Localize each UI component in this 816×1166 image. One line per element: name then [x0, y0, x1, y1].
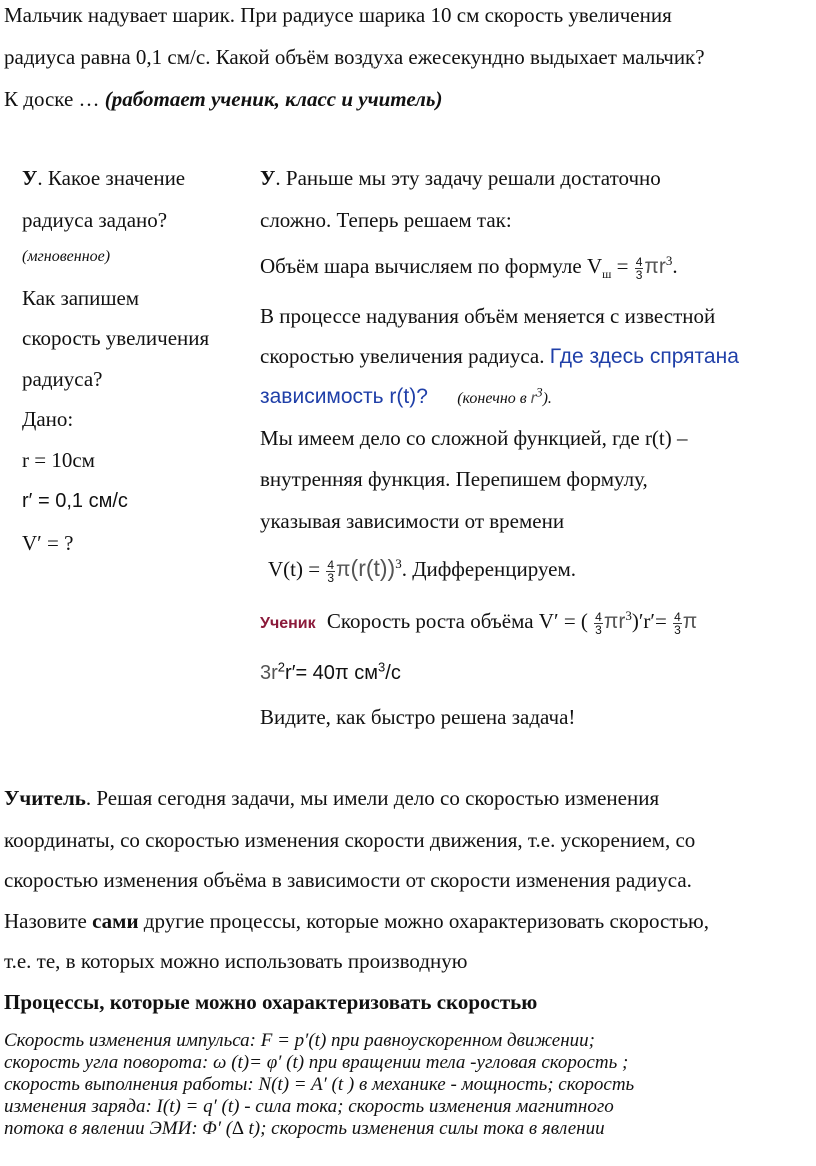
process-line-3: скорость выполнения работы: N(t) = A′ (t ) в механике - мощность; скорость [4, 1074, 635, 1095]
volume-rate-text: Скорость роста объёма V′ = ( [326, 609, 588, 633]
pi: π [682, 610, 698, 633]
process-line-1: Скорость изменения импульса: F = p′(t) при равноускоренном движении; [4, 1030, 595, 1051]
pi-r: πr [603, 610, 626, 633]
derivative-text: )′r′= [631, 609, 673, 633]
of-course-note [457, 384, 552, 407]
right-line-8: внутренняя функция. Перепишем формулу, [260, 467, 648, 491]
given-radius: r = 10см [22, 448, 95, 472]
left-question-1-line-1 [22, 165, 185, 191]
process-line-2: скорость угла поворота: ω (t)= φ′ (t) при вращении тела -угловая скорость ; [4, 1052, 629, 1073]
r-of-t: (r(t)) [350, 555, 396, 581]
teacher-line-4 [4, 908, 709, 934]
problem-line-2: радиуса равна 0,1 см/с. Какой объём воздуха ежесекундно выдыхает мальчик? [4, 45, 705, 69]
frac-denominator: 3 [327, 570, 335, 585]
right-line-11 [260, 608, 697, 637]
given-radius-rate: r′ = 0,1 см/с [22, 490, 128, 512]
note-exp: 3 [536, 384, 543, 400]
teacher-initial: У [260, 166, 276, 190]
left-question-2-line-1: Как запишем [22, 286, 140, 310]
pi-r: πr [644, 255, 666, 278]
cube-exponent: 3 [625, 608, 632, 623]
three-r: 3r [260, 662, 278, 684]
to-board-text: К доске … [4, 87, 105, 111]
hidden-dependency-question: Где здесь спрятана [549, 345, 739, 368]
problem-line-3 [4, 86, 443, 112]
frac-denominator: 3 [595, 622, 602, 637]
teacher-text: другие процессы, которые можно охарактеризовать скоростью, [138, 909, 709, 933]
cube-exponent: 3 [395, 556, 402, 571]
frac-numerator: 4 [327, 557, 335, 572]
teacher-text: Назовите [4, 909, 93, 933]
process-line-4: изменения заряда: I(t) = q′ (t) - сила тока; скорость изменения магнитного [4, 1096, 614, 1117]
right-line-5 [260, 343, 739, 370]
differentiate-text: . Дифференцируем. [401, 557, 577, 581]
teacher-line-3: скоростью изменения объёма в зависимости от скорости изменения радиуса. [4, 868, 692, 892]
formula-intro: Объём шара вычисляем по формуле V [260, 254, 603, 278]
fraction-four-thirds [326, 559, 335, 584]
right-line-3-formula [260, 253, 678, 281]
cube-exponent: 3 [665, 253, 673, 268]
right-line-12-result [260, 660, 401, 686]
frac-denominator: 3 [674, 622, 681, 637]
right-line-1 [260, 165, 661, 191]
fraction-four-thirds [594, 611, 603, 636]
frac-numerator: 4 [674, 609, 681, 624]
teacher-line-2: координаты, со скоростью изменения скорости движения, т.е. ускорением, со [4, 828, 696, 852]
right-line-6 [260, 383, 552, 412]
pupil-label: Ученик [260, 615, 316, 632]
right-line-13: Видите, как быстро решена задача! [260, 705, 576, 729]
left-question-1-line-2: радиуса задано? [22, 208, 168, 232]
frac-numerator: 4 [595, 609, 602, 624]
fraction-four-thirds [673, 611, 682, 636]
right-line-2: сложно. Теперь решаем так: [260, 208, 512, 232]
processes-heading: Процессы, которые можно охарактеризовать скоростью [4, 990, 538, 1014]
right-line-10-formula [268, 555, 576, 584]
v-of-t: V(t) = [268, 557, 326, 581]
unit-per-second: /с [385, 662, 401, 684]
square-exponent: 2 [277, 659, 286, 675]
right-text: скоростью увеличения радиуса. [260, 344, 550, 368]
teacher-line-5: т.е. те, в которых можно использовать производную [4, 949, 468, 973]
left-question-2-line-2: скорость увеличения [22, 326, 210, 350]
note-text: (конечно в [457, 390, 531, 407]
equals-sign: = [611, 254, 634, 278]
fraction-four-thirds [635, 256, 644, 281]
result-value: r′= 40π см [285, 662, 379, 684]
emphasis-yourselves: сами [92, 909, 139, 933]
right-line-7: Мы имеем дело со сложной функцией, где r(t) – [260, 426, 688, 450]
problem-line-1: Мальчик надувает шарик. При радиусе шарика 10 см скорость увеличения [4, 3, 672, 27]
right-line-4: В процессе надувания объём меняется с известной [260, 304, 716, 328]
right-line-9: указывая зависимости от времени [260, 509, 565, 533]
dependency-r-t: зависимость r(t)? [260, 385, 428, 408]
pi: π [336, 558, 351, 581]
subscript-sphere: ш [602, 267, 612, 282]
period: . [672, 254, 678, 278]
question-text: . Какое значение [37, 166, 186, 190]
process-line-5: потока в явлении ЭМИ: Φ′ (∆ t); скорость изменения силы тока в явлении [4, 1118, 605, 1139]
note-r: r [530, 390, 537, 407]
work-mode-note: (работает ученик, класс и учитель) [104, 87, 443, 111]
teacher-line-1 [4, 785, 659, 811]
unknown-volume-rate: V′ = ? [22, 531, 74, 555]
teacher-initial: У [22, 166, 38, 190]
left-answer-instantaneous: (мгновенное) [22, 248, 111, 265]
left-question-2-line-3: радиуса? [22, 367, 103, 391]
processes-list [4, 1030, 809, 1140]
teacher-label: Учитель [4, 786, 86, 810]
given-label: Дано: [22, 407, 74, 431]
frac-denominator: 3 [635, 267, 643, 282]
unit-exponent: 3 [378, 659, 386, 675]
right-text: . Раньше мы эту задачу решали достаточно [275, 166, 661, 190]
teacher-text: . Решая сегодня задачи, мы имели дело со скоростью изменения [85, 786, 660, 810]
note-end: ). [542, 390, 552, 407]
frac-numerator: 4 [635, 254, 643, 269]
